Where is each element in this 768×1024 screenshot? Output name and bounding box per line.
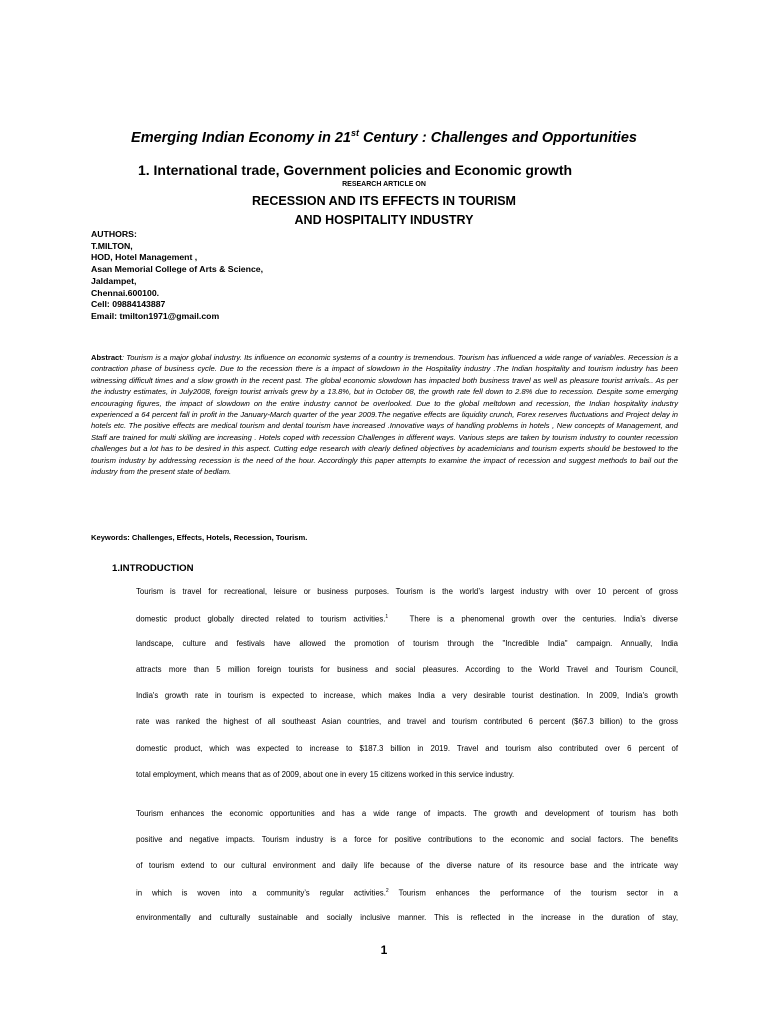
- text-line: total employment, which means that as of 2009, about one in every 15 citizens worked in this service industry.: [136, 769, 515, 779]
- introduction-heading: 1.INTRODUCTION: [112, 563, 194, 574]
- article-title-line-1: RECESSION AND ITS EFFECTS IN TOURISM: [252, 194, 516, 208]
- page-number: 1: [380, 943, 388, 957]
- conference-title: Emerging Indian Economy in 21st Century : Challenges and Opportunities: [131, 128, 637, 146]
- author-block: [91, 229, 263, 323]
- keywords: Keywords: Challenges, Effects, Hotels, Recession, Tourism.: [91, 533, 308, 542]
- footnote-ref: 1: [385, 614, 389, 621]
- text-line: landscape, culture and festivals have allowed the promotion of tourism through the "Incredible India" campaign. Annually, India: [136, 639, 678, 649]
- footnote-ref: 2: [385, 888, 389, 895]
- introduction-paragraph-2: [136, 808, 678, 938]
- text-line: environmentally and culturally sustainable and socially inclusive manner. This is reflected in the increase in the duration of stay,: [136, 913, 678, 923]
- text-line: domestic product, which was expected to increase to $187.3 billion in 2019. Travel and tourism also contributed over 6 percent of: [136, 743, 678, 753]
- article-title-line-2: AND HOSPITALITY INDUSTRY: [294, 213, 474, 227]
- text-line: Tourism enhances the economic opportunities and has a wide range of impacts. The growth and development of tourism has both: [136, 809, 678, 818]
- text-line: in which is woven into a community’s regular activities.$^2$ Tourism enhances the performance of the tourism sector in a: [136, 888, 678, 898]
- author-email: Email: tmilton1971@gmail.com: [91, 310, 220, 321]
- text-line: India's growth rate in tourism is expected to increase, which makes India a very desirable tourist destination. In 2009, India's growth: [136, 691, 678, 701]
- introduction-paragraph-1: [136, 586, 678, 795]
- author-name: T.MILTON,: [91, 240, 133, 251]
- author-phone: Cell: 09884143887: [91, 299, 166, 310]
- text-line: Tourism is travel for recreational, leisure or business purposes. Tourism is the world’s largest industry with over 10 percent of gross: [136, 587, 678, 596]
- author-address-city: Chennai.600100.: [91, 287, 160, 298]
- abstract-label: Abstract: [91, 353, 122, 362]
- abstract: [91, 352, 678, 477]
- research-article-label: RESEARCH ARTICLE ON: [342, 181, 426, 188]
- authors-label: AUTHORS:: [91, 229, 137, 239]
- author-address-area: Jaldampet,: [91, 275, 137, 286]
- text-line: attracts more than 5 million foreign tourists for business and social pleasures. According to the World Travel and Tourism Council,: [136, 665, 678, 675]
- text-line: rate was ranked the highest of all southeast Asian countries, and travel and tourism contributed 6 percent ($67.3 billion) to the gross: [136, 717, 678, 727]
- text-line: domestic product globally directed related to tourism activities.$^1$ There is a phenomenal growth over the centuries. India’s diverse: [136, 614, 678, 624]
- text-line: of tourism extend to our cultural environment and daily life because of the diverse nature of its resource base and the intricate way: [136, 861, 678, 871]
- author-institution: Asan Memorial College of Arts & Science,: [91, 264, 264, 275]
- author-position: HOD, Hotel Management ,: [91, 252, 198, 263]
- abstract-text: : Tourism is a major global industry. Its influence on economic systems of a country is tremendous. Tourism has influenced a wide range of variables. Recession is a contraction phase of business cycle. Due to the recession there is a impact of slowdown in the Hospitality industry .The Indian hospitality and tourism industry has been witnessing difficult times and a slow growth in the recent past. The global economic slowdown has impacted both business travel as well as pleasure tourist arrivals.. As per the industry estimates, in July2008, foreign tourist arrivals grew by a 13.8%, but in October 08, the growth rate fell down to 2.8% due to recession. Despite some emerging encouraging figures, the impact of slowdown on the entire industry cannot be overlooked. Due to the global meltdown and recession, the Indian hospitality industry experienced a 64 percent fall in profit in the January-March quarter of the year 2009.The negative effects are liquidity crunch, Forex reserves fluctuations and Project delay in hotels etc. The positive effects are medical tourism and dental tourism have increased .Innovative ways of handling problems in hotels , New concepts of Management, and Staff are trained for multi skilling are increasing . Hotels coped with recession Challenges in different ways. Various steps are taken by tourism industry to counter recession challenges but a lot has to be desired in this aspect. Cutting edge research with clearly defined objectives by academicians and tourism experts should be bestowed to the tourism industry by addressing recession is the need of the hour. Accordingly this paper attempts to examine the impact of recession and suggest methods to bail out the industry from the present state of bedlam.: [91, 353, 678, 477]
- text-line: positive and negative impacts. Tourism industry is a force for positive contributions to the economic and social factors. The benefits: [136, 835, 678, 845]
- section-title: 1. International trade, Government policies and Economic growth: [137, 162, 573, 178]
